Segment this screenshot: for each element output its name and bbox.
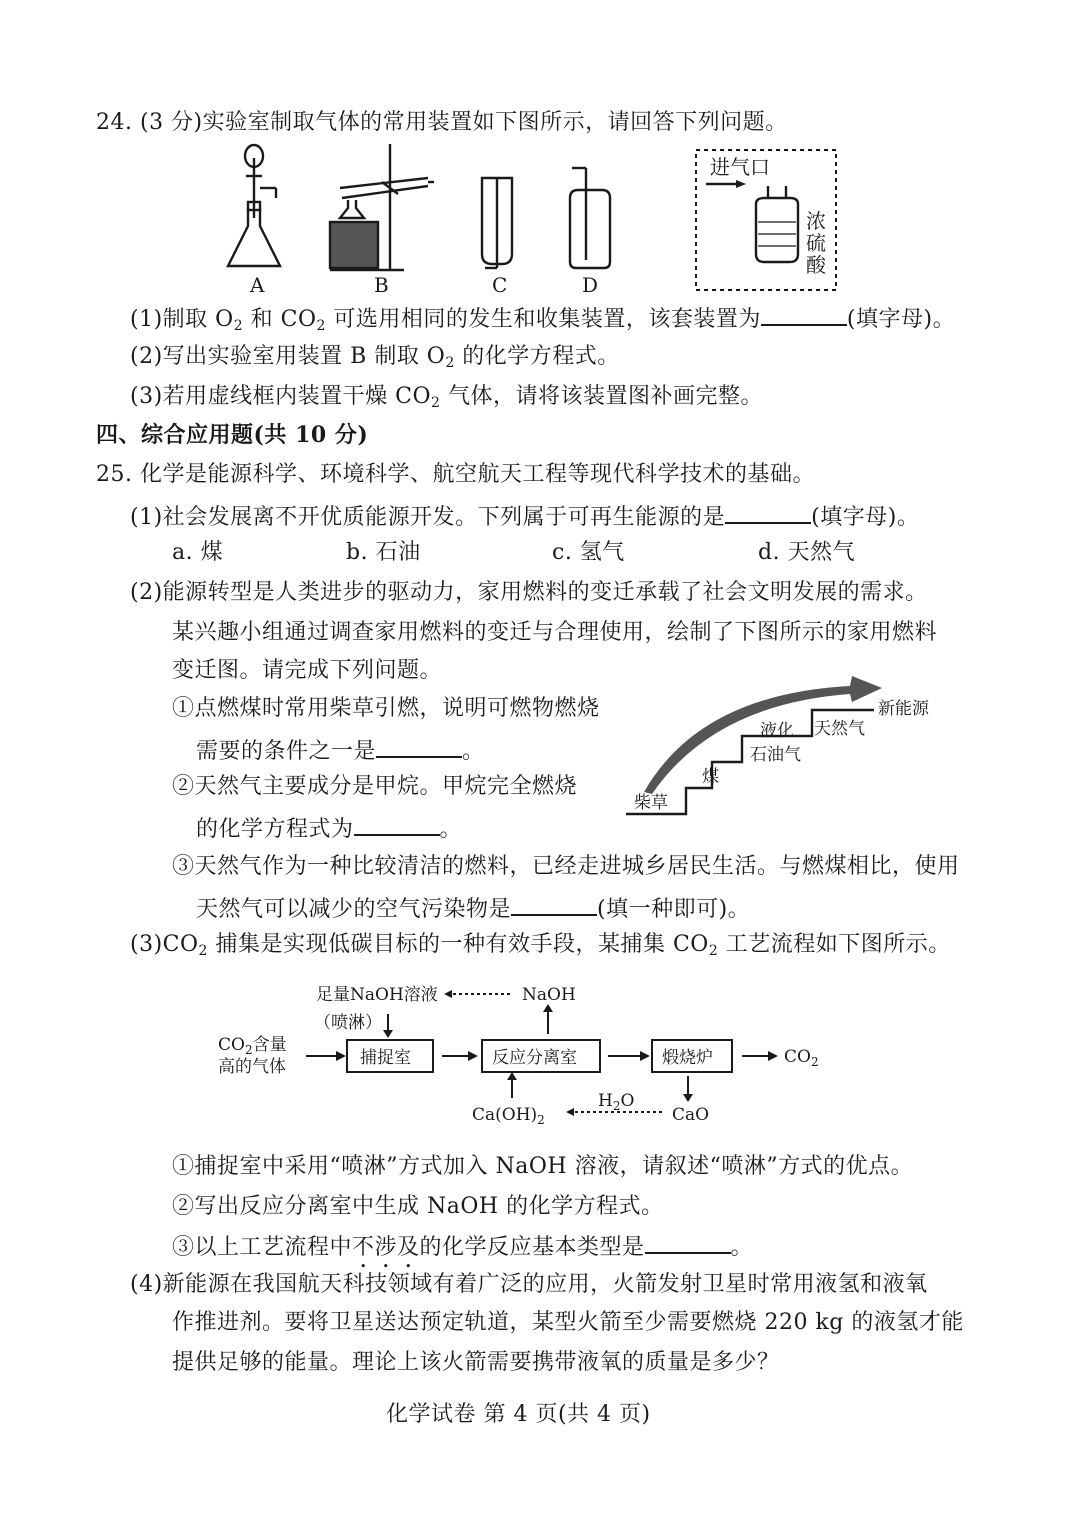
q25-sub3-line2: 天然气可以减少的空气污染物是 (填一种即可)。 <box>196 892 750 925</box>
co2-output-label: $CO_2$ <box>784 1047 819 1069</box>
acid-label-2: 硫 <box>806 231 826 255</box>
h2o-label: $H_2O$ <box>598 1091 635 1113</box>
label-d: D <box>582 273 599 297</box>
gas-label-1: $CO_2$含量 <box>218 1035 287 1057</box>
emphasis-text: 不涉及 <box>352 1235 420 1260</box>
step-lpg-1: 液化 <box>760 721 794 741</box>
drying-bottle <box>706 184 798 262</box>
spray-label: （喷淋） <box>314 1013 382 1033</box>
apparatus-d <box>570 168 610 268</box>
q25-sub1-line1: ①点燃煤时常用柴草引燃，说明可燃物燃烧 <box>172 696 600 721</box>
apparatus-figure <box>220 138 860 298</box>
q25-part3: $(3)CO_2$ 捕集是实现低碳目标的一种有效手段，某捕集 $CO_2$ 工艺流程如下图所示。 <box>130 932 951 959</box>
section-heading: 四、综合应用题(共 10 分) <box>96 422 369 448</box>
q25-flow-q3: ③以上工艺流程中不涉及的化学反应基本类型是 。 <box>172 1230 753 1273</box>
answer-blank[interactable] <box>376 734 462 758</box>
gas-label-2: 高的气体 <box>218 1057 286 1077</box>
apparatus-b <box>330 144 434 270</box>
cao-label: CaO <box>672 1105 710 1125</box>
acid-label-1: 浓 <box>806 209 826 233</box>
caoh2-label: $Ca(OH)_2$ <box>472 1105 545 1127</box>
naoh-solution-label: 足量NaOH溶液 <box>316 985 438 1005</box>
separation-chamber-label: 反应分离室 <box>492 1048 577 1068</box>
option-d: d. 天然气 <box>758 540 856 565</box>
label-c: C <box>492 273 508 297</box>
q24-part2: (2)写出实验室用装置 B 制取 $O_2$ 的化学方程式。 <box>130 344 620 371</box>
q25-part4-line1: (4)新能源在我国航天科技领域有着广泛的应用，火箭发射卫星时常用液氢和液氧 <box>130 1272 928 1297</box>
q25-flow-q2: ②写出反应分离室中生成 NaOH 的化学方程式。 <box>172 1194 664 1219</box>
q25-sub3-line1: ③天然气作为一种比较清洁的燃料，已经走进城乡居民生活。与燃煤相比，使用 <box>172 854 960 879</box>
naoh-label: NaOH <box>522 985 576 1005</box>
label-b: B <box>374 273 389 297</box>
option-c: c. 氢气 <box>552 540 625 565</box>
q24-part3: (3)若用虚线框内装置干燥 $CO_2$ 气体，请将该装置图补画完整。 <box>130 384 763 411</box>
q25-part2-line1: (2)能源转型是人类进步的驱动力，家用燃料的变迁承载了社会文明发展的需求。 <box>130 580 928 605</box>
q25-part4-line3: 提供足够的能量。理论上该火箭需要携带液氧的质量是多少？ <box>172 1350 780 1375</box>
capture-chamber-label: 捕捉室 <box>360 1048 411 1068</box>
answer-blank[interactable] <box>511 892 597 916</box>
q25-part2-line3: 变迁图。请完成下列问题。 <box>172 658 443 683</box>
option-a: a. 煤 <box>172 540 224 565</box>
q25-part1: (1)社会发展离不开优质能源开发。下列属于可再生能源的是 (填字母)。 <box>130 500 919 533</box>
answer-blank[interactable] <box>725 500 811 524</box>
apparatus-c <box>482 178 512 268</box>
page-footer: 化学试卷 第 4 页(共 4 页) <box>386 1402 651 1427</box>
label-a: A <box>250 273 265 297</box>
inlet-label: 进气口 <box>710 155 770 179</box>
q25-sub2-line1: ②天然气主要成分是甲烷。甲烷完全燃烧 <box>172 774 578 799</box>
co2-capture-flow <box>210 972 850 1132</box>
q24-title: 24. (3 分)实验室制取气体的常用装置如下图所示，请回答下列问题。 <box>96 110 788 135</box>
option-b: b. 石油 <box>346 540 421 565</box>
step-coal: 煤 <box>702 767 719 787</box>
step-lpg-2: 石油气 <box>750 745 801 765</box>
step-natural-gas: 天然气 <box>814 719 865 739</box>
acid-label-3: 酸 <box>806 253 826 277</box>
answer-blank[interactable] <box>645 1230 731 1254</box>
answer-blank[interactable] <box>761 302 847 326</box>
answer-blank[interactable] <box>354 812 440 836</box>
q25-sub1-line2: 需要的条件之一是 。 <box>196 734 485 767</box>
q25-intro: 25. 化学是能源科学、环境科学、航空航天工程等现代科学技术的基础。 <box>96 462 815 487</box>
calciner-label: 煅烧炉 <box>662 1048 713 1068</box>
apparatus-a <box>228 145 280 266</box>
q25-flow-q1: ①捕捉室中采用“喷淋”方式加入 NaOH 溶液，请叙述“喷淋”方式的优点。 <box>172 1154 914 1179</box>
fuel-evolution-chart <box>620 664 950 824</box>
q25-part2-line2: 某兴趣小组通过调查家用燃料的变迁与合理使用，绘制了下图所示的家用燃料 <box>172 620 938 645</box>
step-new-energy: 新能源 <box>878 699 929 719</box>
q25-part4-line2: 作推进剂。要将卫星送达预定轨道，某型火箭至少需要燃烧 220 kg 的液氢才能 <box>172 1310 964 1335</box>
q25-sub2-line2: 的化学方程式为 。 <box>196 812 462 845</box>
step-chaicao: 柴草 <box>634 793 668 813</box>
q24-part1: (1)制取 $O_2$ 和 $CO_2$ 可选用相同的发生和收集装置，该套装置为 (填字母)。 <box>130 302 955 335</box>
